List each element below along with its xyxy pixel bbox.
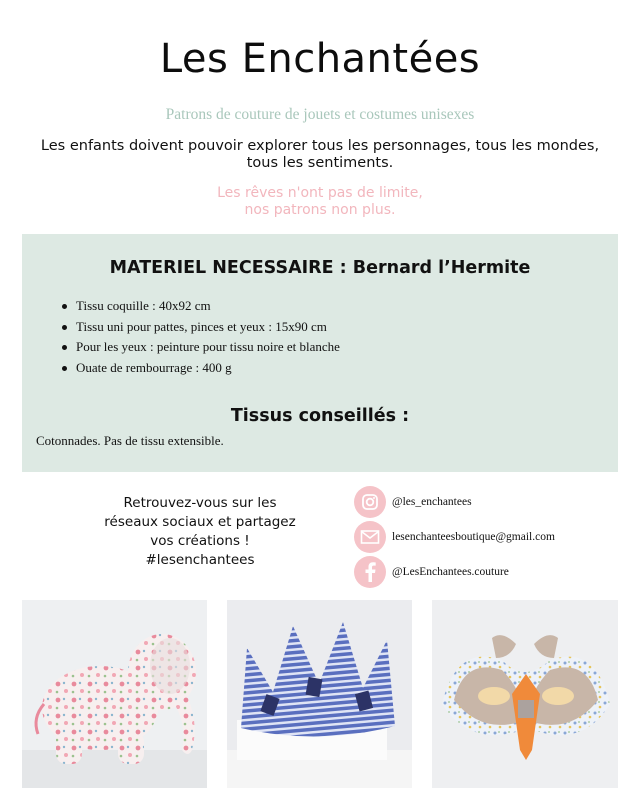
hashtag: #lesenchantees [145,552,255,568]
dream-quote [0,185,640,219]
crown-photo [227,600,412,788]
tagline: Patrons de couture de jouets et costumes unisexes [165,106,475,123]
social-invite [100,494,300,570]
social-invite-line: réseaux sociaux et partagez [104,514,296,530]
bird-mask-photo [432,600,618,788]
social-invite-line: Retrouvez-vous sur les [123,495,277,511]
list-item: Tissu coquille : 40x92 cm [62,296,340,317]
social-invite-line: vos créations ! [150,533,250,549]
email-link[interactable] [354,521,555,553]
list-item: Ouate de rembourrage : 400 g [62,358,340,379]
materials-list [62,296,340,378]
dream-quote-line: nos patrons non plus. [244,202,396,218]
list-item: Tissu uni pour pattes, pinces et yeux : 15x90 cm [62,317,340,338]
email-address[interactable]: lesenchanteesboutique@gmail.com [392,531,555,543]
instagram-icon [354,486,386,518]
materials-panel [22,234,618,472]
instagram-link[interactable] [354,486,472,518]
dream-quote-line: Les rêves n'ont pas de limite, [217,185,423,201]
list-item: Pour les yeux : peinture pour tissu noire et blanche [62,337,340,358]
instagram-handle[interactable]: @les_enchantees [392,496,472,508]
fabric-title: Tissus conseillés : [230,406,410,426]
fabric-note: Cotonnades. Pas de tissu extensible. [36,433,224,448]
facebook-handle[interactable]: @LesEnchantees.couture [392,566,509,578]
brand-title: Les Enchantées [159,36,481,82]
elephant-photo [22,600,207,788]
materials-title: MATERIEL NECESSAIRE : Bernard l’Hermite [109,258,531,278]
intro-text: Les enfants doivent pouvoir explorer tous les personnages, tous les mondes, tous les sentiments. [40,138,600,171]
facebook-link[interactable] [354,556,509,588]
facebook-icon [354,556,386,588]
mail-icon [354,521,386,553]
